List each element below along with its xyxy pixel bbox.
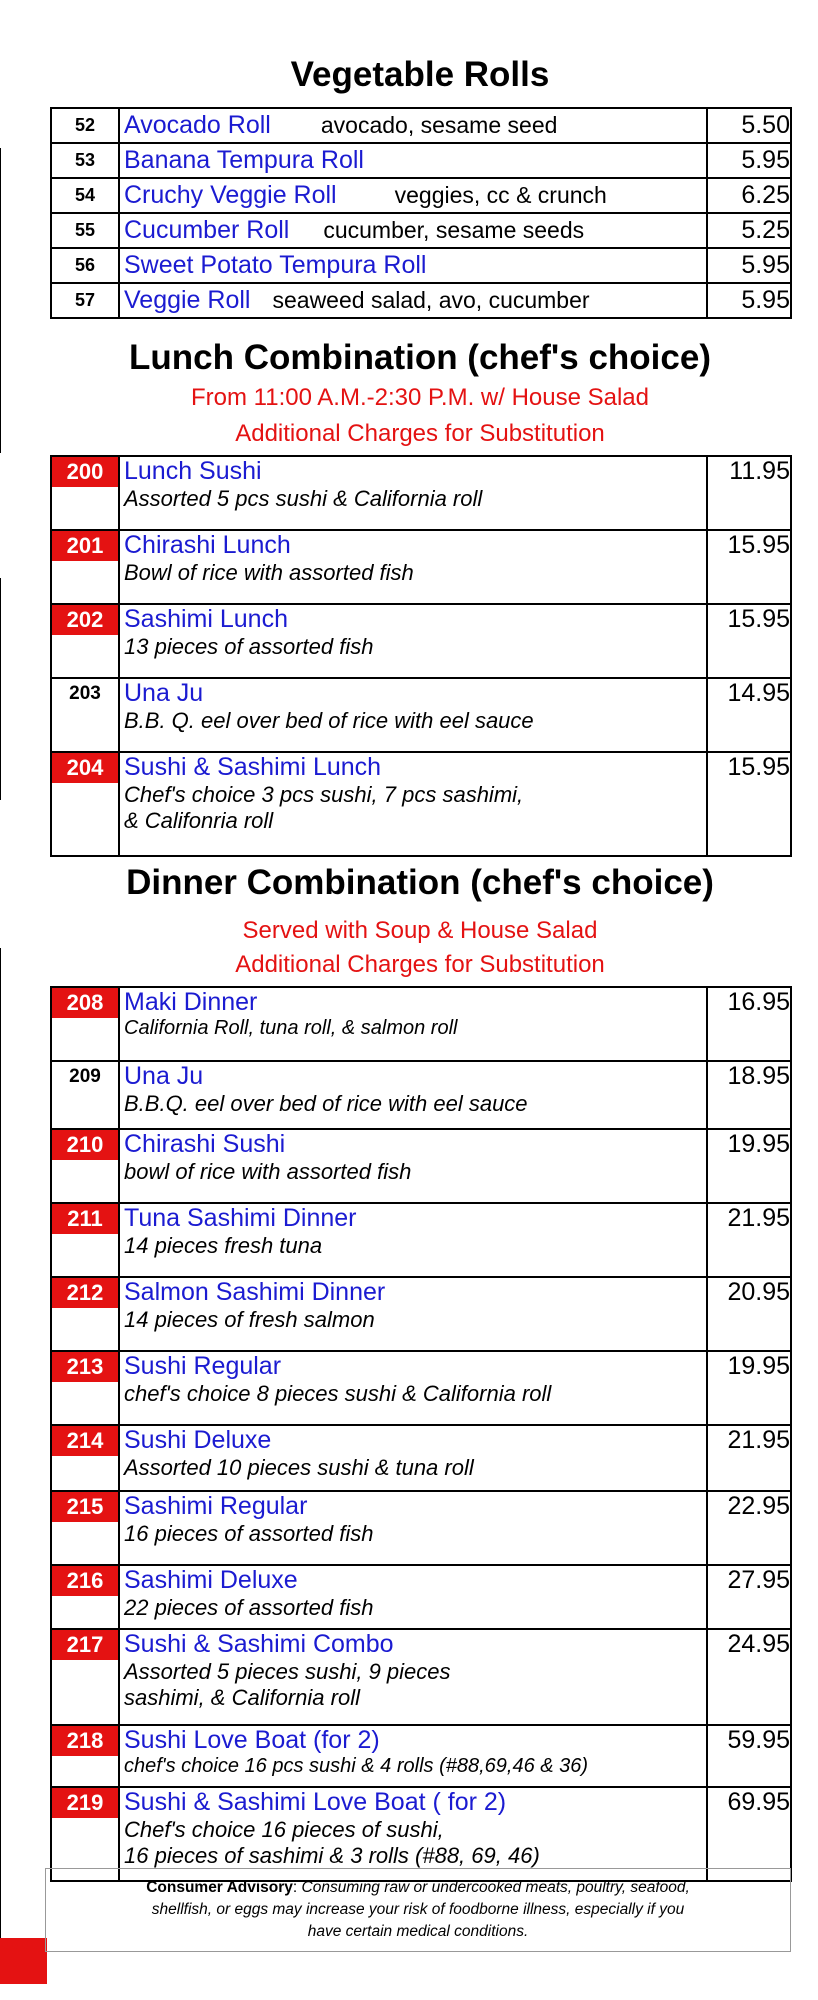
item-desc: chef's choice 8 pieces sushi & California roll xyxy=(124,1381,552,1406)
item-name: Sashimi Regular xyxy=(124,1492,308,1520)
item-name: Una Ju xyxy=(124,679,204,707)
item-name: Una Ju xyxy=(124,1062,204,1090)
item-desc: 22 pieces of assorted fish xyxy=(124,1595,374,1620)
table-row xyxy=(51,678,791,752)
table-row xyxy=(51,143,791,178)
item-number-badge: 219 xyxy=(52,1788,118,1818)
item-price: 21.95 xyxy=(707,1425,791,1491)
item-name: Chirashi Lunch xyxy=(124,531,291,559)
item-price: 16.95 xyxy=(707,987,791,1061)
table-row xyxy=(51,178,791,213)
item-name: Sushi & Sashimi Love Boat ( for 2) xyxy=(124,1788,507,1816)
dinner-subtitle: Served with Soup & House Salad xyxy=(242,917,598,944)
left-edge-line xyxy=(0,148,1,453)
item-number-badge: 209 xyxy=(69,1066,101,1087)
table-row xyxy=(51,1725,791,1787)
item-desc: 16 pieces of sashimi & 3 rolls (#88, 69, 46) xyxy=(124,1843,540,1868)
table-row xyxy=(51,108,791,143)
advisory-label: Consumer Advisory xyxy=(146,1879,293,1896)
item-desc: cucumber, sesame seeds xyxy=(323,217,585,243)
table-row xyxy=(51,1491,791,1565)
item-desc: veggies, cc & crunch xyxy=(394,182,607,208)
item-number-badge: 216 xyxy=(52,1566,118,1596)
item-desc: 14 pieces of fresh salmon xyxy=(124,1307,375,1332)
item-price: 24.95 xyxy=(707,1629,791,1725)
table-row xyxy=(51,752,791,856)
item-name: Sushi Deluxe xyxy=(124,1426,272,1454)
item-number: 57 xyxy=(51,283,119,318)
consumer-advisory: Consumer Advisory: Consuming raw or undercooked meats, poultry, seafood, shellfish, or eggs may increase your risk of foodborne illness, especially if you have certain medical conditions. xyxy=(45,1868,791,1952)
item-name: Chirashi Sushi xyxy=(124,1130,286,1158)
item-price: 15.95 xyxy=(707,752,791,856)
item-number-badge: 210 xyxy=(52,1130,118,1160)
item-number: 53 xyxy=(51,143,119,178)
table-row xyxy=(51,1061,791,1129)
item-name: Lunch Sushi xyxy=(124,457,262,485)
item-number-badge: 212 xyxy=(52,1278,118,1308)
item-number-badge: 215 xyxy=(52,1492,118,1522)
item-name: Tuna Sashimi Dinner xyxy=(124,1204,357,1232)
item-desc: Assorted 5 pcs sushi & California roll xyxy=(124,486,483,511)
item-number-badge: 208 xyxy=(52,988,118,1018)
item-number-badge: 213 xyxy=(52,1352,118,1382)
item-name: Sashimi Deluxe xyxy=(124,1566,298,1594)
item-price: 18.95 xyxy=(707,1061,791,1129)
item-name: Cucumber Roll xyxy=(124,216,290,244)
item-price: 15.95 xyxy=(707,604,791,678)
item-price: 5.95 xyxy=(707,143,791,178)
item-desc: sashimi, & California roll xyxy=(124,1685,360,1710)
left-edge-line xyxy=(0,578,1,800)
item-desc: California Roll, tuna roll, & salmon roll xyxy=(124,1017,458,1039)
item-desc: Bowl of rice with assorted fish xyxy=(124,560,414,585)
item-name: Salmon Sashimi Dinner xyxy=(124,1278,386,1306)
table-row xyxy=(51,1787,791,1881)
item-desc: avocado, sesame seed xyxy=(320,112,558,138)
table-row xyxy=(51,1629,791,1725)
lunch-title: Lunch Combination (chef's choice) xyxy=(129,338,711,377)
item-desc: 14 pieces fresh tuna xyxy=(124,1233,323,1258)
item-price: 5.50 xyxy=(707,108,791,143)
item-price: 59.95 xyxy=(707,1725,791,1787)
item-number: 52 xyxy=(51,108,119,143)
vegetable-table xyxy=(50,107,792,319)
item-desc: seaweed salad, avo, cucumber xyxy=(272,287,590,313)
item-desc: chef's choice 16 pcs sushi & 4 rolls (#88,69,46 & 36) xyxy=(124,1755,589,1777)
dinner-table xyxy=(50,986,792,1882)
item-name: Sushi & Sashimi Combo xyxy=(124,1630,394,1658)
item-price: 14.95 xyxy=(707,678,791,752)
item-desc: B.B. Q. eel over bed of rice with eel sauce xyxy=(124,708,534,733)
item-number: 54 xyxy=(51,178,119,213)
item-price: 27.95 xyxy=(707,1565,791,1629)
item-price: 22.95 xyxy=(707,1491,791,1565)
advisory-text-2: shellfish, or eggs may increase your risk of foodborne illness, especially if you xyxy=(151,1901,685,1918)
item-name: Cruchy Veggie Roll xyxy=(124,181,337,209)
vegetable-title: Vegetable Rolls xyxy=(290,55,550,94)
item-desc: B.B.Q. eel over bed of rice with eel sauce xyxy=(124,1091,528,1116)
item-price: 11.95 xyxy=(707,456,791,530)
red-corner-block xyxy=(0,1938,47,1984)
item-number-badge: 218 xyxy=(52,1726,118,1756)
item-name: Avocado Roll xyxy=(124,111,271,139)
item-name: Maki Dinner xyxy=(124,988,258,1016)
table-row xyxy=(51,1203,791,1277)
item-desc: 13 pieces of assorted fish xyxy=(124,634,374,659)
item-desc: 16 pieces of assorted fish xyxy=(124,1521,374,1546)
lunch-table xyxy=(50,455,792,857)
item-desc: Assorted 5 pieces sushi, 9 pieces xyxy=(124,1659,451,1684)
table-row xyxy=(51,1425,791,1491)
item-price: 5.95 xyxy=(707,283,791,318)
item-price: 19.95 xyxy=(707,1129,791,1203)
item-price: 19.95 xyxy=(707,1351,791,1425)
table-row xyxy=(51,213,791,248)
table-row xyxy=(51,456,791,530)
item-desc: Assorted 10 pieces sushi & tuna roll xyxy=(124,1455,474,1480)
item-number-badge: 214 xyxy=(52,1426,118,1456)
table-row xyxy=(51,1129,791,1203)
item-name: Veggie Roll xyxy=(124,286,251,314)
item-desc: Chef's choice 16 pieces of sushi, xyxy=(124,1817,444,1842)
item-name: Sushi Love Boat (for 2) xyxy=(124,1726,380,1754)
advisory-text-1: Consuming raw or undercooked meats, poultry, seafood, xyxy=(301,1879,690,1896)
table-row xyxy=(51,1351,791,1425)
item-price: 15.95 xyxy=(707,530,791,604)
table-row xyxy=(51,987,791,1061)
item-price: 5.95 xyxy=(707,248,791,283)
dinner-subtitle-2: Additional Charges for Substitution xyxy=(235,951,605,978)
item-price: 21.95 xyxy=(707,1203,791,1277)
item-name: Sushi & Sashimi Lunch xyxy=(124,753,382,781)
table-row xyxy=(51,604,791,678)
item-number-badge: 211 xyxy=(52,1204,118,1234)
item-number-badge: 202 xyxy=(52,605,118,635)
item-price: 69.95 xyxy=(707,1787,791,1881)
dinner-title: Dinner Combination (chef's choice) xyxy=(126,863,714,902)
item-number-badge: 201 xyxy=(52,531,118,561)
item-desc: bowl of rice with assorted fish xyxy=(124,1159,412,1184)
table-row xyxy=(51,1277,791,1351)
item-name: Sweet Potato Tempura Roll xyxy=(124,251,427,279)
lunch-subtitle: From 11:00 A.M.-2:30 P.M. w/ House Salad xyxy=(191,384,649,411)
item-number-badge: 203 xyxy=(69,683,101,704)
item-name: Sushi Regular xyxy=(124,1352,282,1380)
item-name: Banana Tempura Roll xyxy=(124,146,364,174)
item-name: Sashimi Lunch xyxy=(124,605,288,633)
item-desc: Chef's choice 3 pcs sushi, 7 pcs sashimi, xyxy=(124,782,524,807)
advisory-text-3: have certain medical conditions. xyxy=(307,1923,529,1940)
table-row xyxy=(51,248,791,283)
item-price: 5.25 xyxy=(707,213,791,248)
item-number-badge: 204 xyxy=(52,753,118,783)
item-number-badge: 200 xyxy=(52,457,118,487)
left-edge-line xyxy=(0,948,1,1938)
item-number: 56 xyxy=(51,248,119,283)
lunch-subtitle-2: Additional Charges for Substitution xyxy=(235,420,605,447)
item-price: 6.25 xyxy=(707,178,791,213)
table-row xyxy=(51,1565,791,1629)
table-row xyxy=(51,283,791,318)
item-number-badge: 217 xyxy=(52,1630,118,1660)
item-desc: & Califonria roll xyxy=(124,808,274,833)
item-number: 55 xyxy=(51,213,119,248)
item-price: 20.95 xyxy=(707,1277,791,1351)
table-row xyxy=(51,530,791,604)
